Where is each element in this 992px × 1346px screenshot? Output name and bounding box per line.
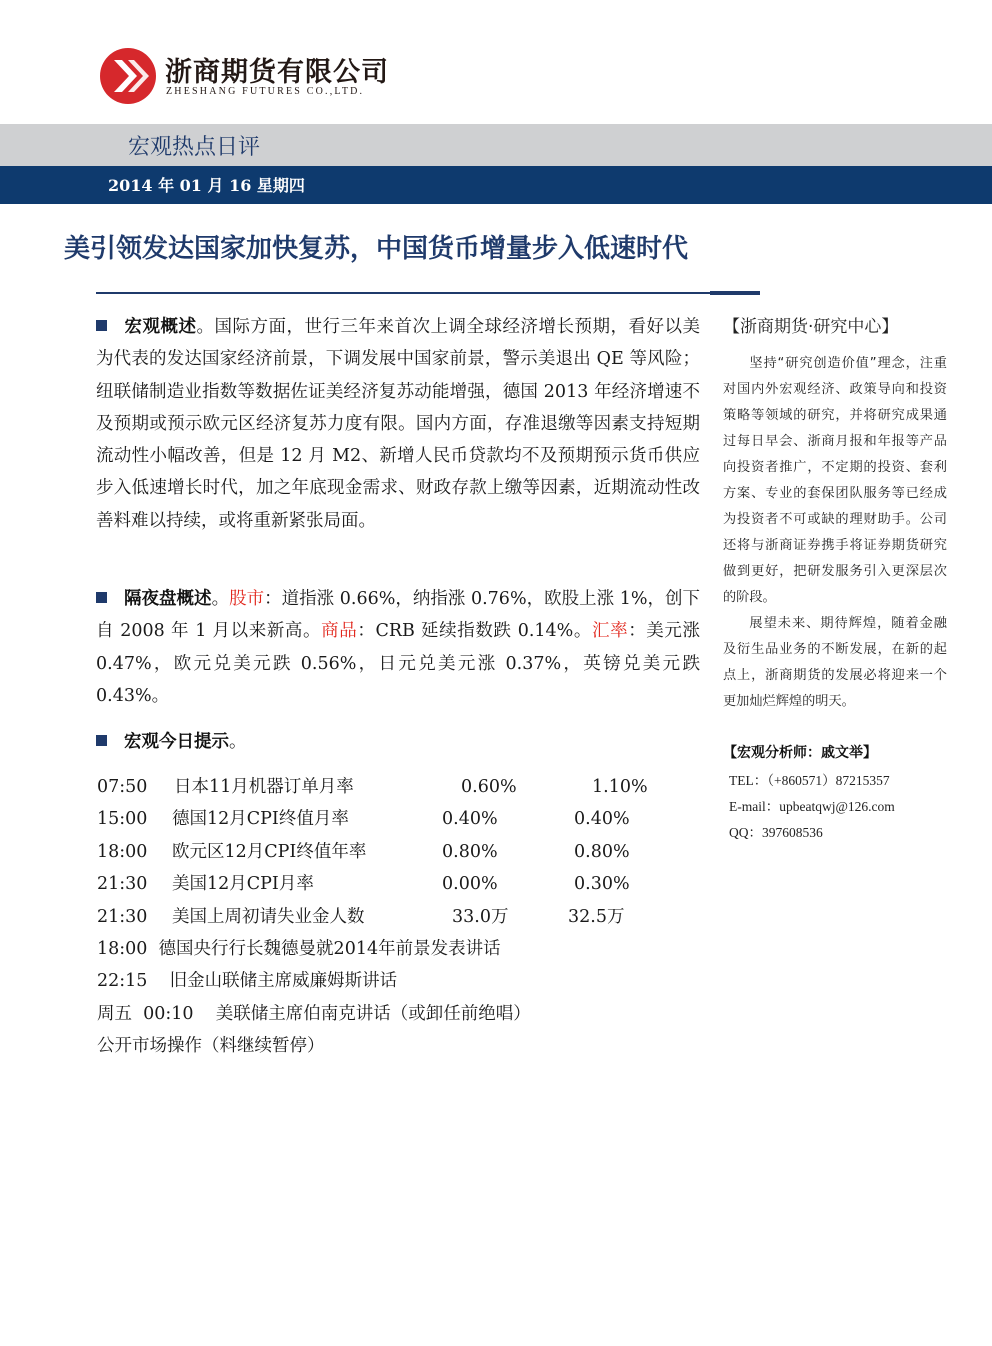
calendar-item: 美国上周初请失业金人数 [172,907,365,927]
calendar-forecast: 0.80% [574,842,630,862]
calendar-forecast: 1.10% [592,777,648,797]
today-tips-dot: 。 [229,732,247,752]
stock-text: ：道指涨 0.66%，纳指涨 0.76%，欧股上涨 1%，创下自 2008 年 1 月以来新高。 [96,589,701,642]
company-name-cn: 浙商期货有限公司 [165,57,389,88]
calendar-prior: 0.00% [442,874,498,894]
overnight-dot: 。 [211,589,230,609]
macro-overview-text: 。国际方面，世行三年来首次上调全球经济增长预期，看好以美为代表的发达国家经济前景，下调发展中国家前景，警示美退出 QE 等风险；纽联储制造业指数等数据佐证美经济复苏动能增强，德国 2013 年经济增速不及预期或预示欧元区经济复苏力度有限。国内方面，存准退缴等因素支持短期流动性小幅改善，但是 12 月 M2、新增人民币贷款均不及预期预示货币供应步入低速增长时代，加之年底现金需求、财政存款上缴等因素，近期流动性改善料难以持续，或将重新紧张局面。 [96,317,700,531]
overnight-paragraph [96,583,700,712]
fx-text: ：美元涨 0.47%，欧元兑美元跌 0.56%，日元兑美元涨 0.37%，英镑兑美元跌 0.43%。 [96,621,701,706]
research-center-outlook: 展望未来、期待辉煌，随着金融及衍生品业务的不断发展，在新的起点上，浙商期货的发展必将迎来一个更加灿烂辉煌的明天。 [723,616,947,709]
headline-divider-accent [710,291,760,295]
commodity-label: 商品 [321,621,358,642]
square-bullet-icon [96,735,107,746]
macro-overview-label: 宏观概述 [124,317,197,337]
calendar-item: 日本11月机器订单月率 [174,777,354,797]
calendar-prior: 33.0万 [452,907,509,927]
calendar-time: 21:30 [97,874,148,894]
commodity-text: ：CRB 延续指数跌 0.14%。 [357,621,592,642]
today-tips-label: 宏观今日提示 [124,732,229,752]
square-bullet-icon [96,592,107,603]
calendar-time: 07:50 [97,777,148,797]
analyst-tel: TEL：（+860571）87215357 [729,773,890,788]
report-type: 宏观热点日评 [128,135,261,160]
calendar-forecast: 0.30% [574,874,630,894]
calendar-time: 21:30 [97,907,148,927]
headline-divider [96,292,710,294]
calendar-item: 美国12月CPI月率 [172,874,314,894]
calendar-forecast: 0.40% [574,809,630,829]
calendar-event: 18:00 德国央行行长魏德曼就2014年前景发表讲话 [97,939,501,959]
analyst-qq: QQ：397608536 [729,825,823,840]
fx-label: 汇率 [592,621,629,642]
calendar-forecast: 32.5万 [568,907,625,927]
calendar-prior: 0.60% [461,777,517,797]
macro-overview-paragraph [96,311,700,537]
overnight-label: 隔夜盘概述 [124,589,212,609]
calendar-item: 德国12月CPI终值月率 [172,809,349,829]
report-date: 2014 年 01 月 16 星期四 [108,176,305,195]
calendar-event: 周五 00:10 美联储主席伯南克讲话（或卸任前绝唱） [97,1004,531,1024]
analyst-title: 【宏观分析师：戚文举】 [723,745,877,761]
stock-label: 股市 [229,589,265,609]
calendar-time: 15:00 [97,809,148,829]
company-logo-icon [98,46,158,106]
square-bullet-icon [96,320,107,331]
today-tips-heading [96,727,247,757]
headline: 美引领发达国家加快复苏，中国货币增量步入低速时代 [64,234,689,264]
calendar-event: 公开市场操作（料继续暂停） [97,1036,325,1056]
calendar-prior: 0.40% [442,809,498,829]
calendar-time: 18:00 [97,842,148,862]
calendar-prior: 0.80% [442,842,498,862]
analyst-email[interactable]: E-mail：upbeatqwj@126.com [729,799,895,814]
calendar-event: 22:15 旧金山联储主席威廉姆斯讲话 [97,971,398,991]
company-name-en: ZHESHANG FUTURES CO.,LTD. [166,86,365,97]
research-center-intro: 坚持“研究创造价值”理念，注重对国内外宏观经济、政策导向和投资策略等领域的研究，并将研究成果通过每日早会、浙商月报和年报等产品向投资者推广，不定期的投资、套利方案、专业的套保团队服务等已经成为投资者不可或缺的理财助手。公司还将与浙商证券携手将证券期货研究做到更好，把研发服务引入更深层次的阶段。 [723,356,947,605]
research-center-title: 【浙商期货·研究中心】 [723,317,899,337]
calendar-item: 欧元区12月CPI终值年率 [172,842,367,862]
